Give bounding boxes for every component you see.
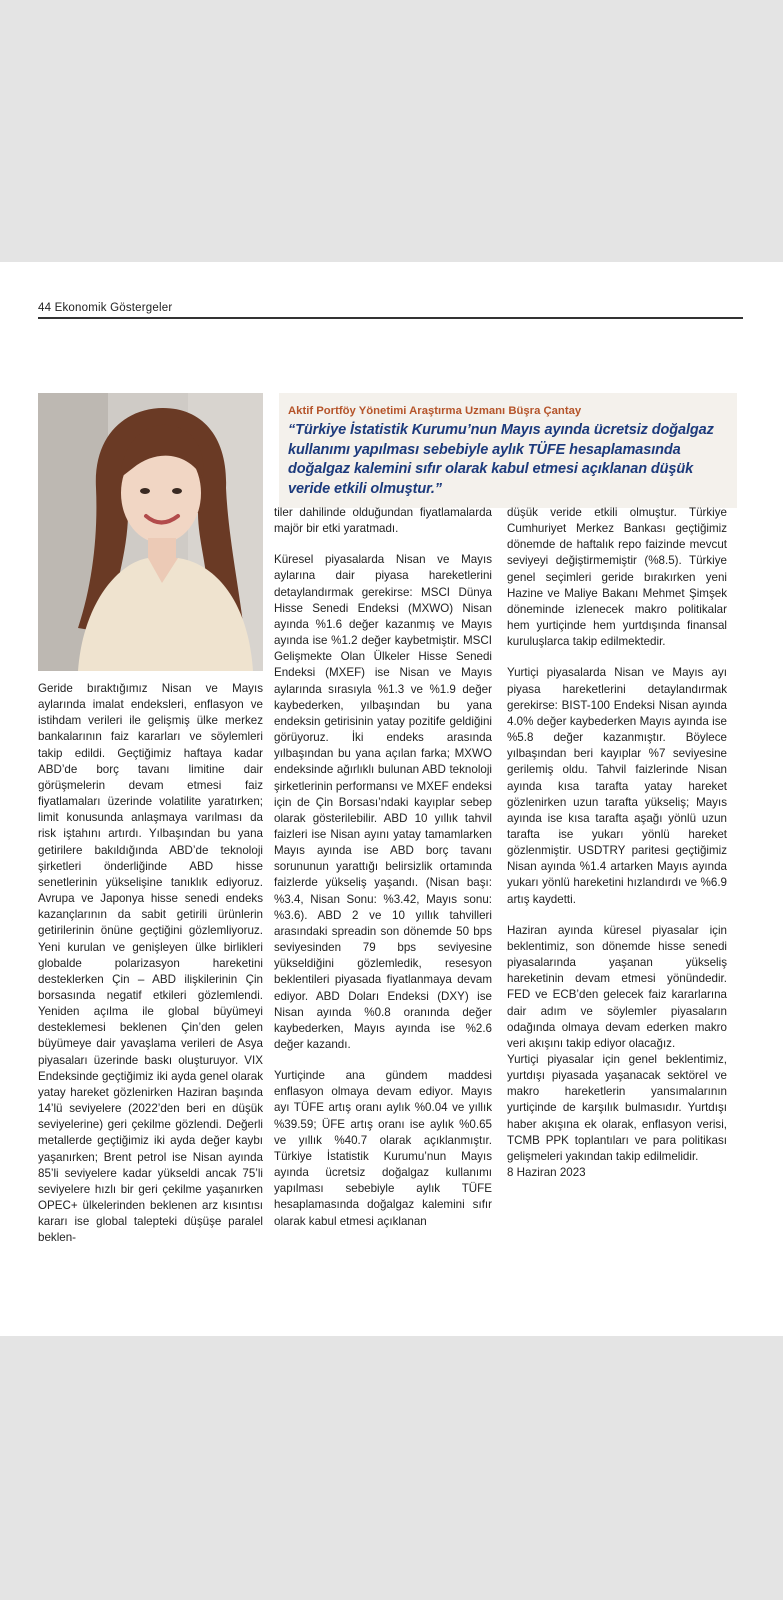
column-1	[38, 681, 263, 1246]
pull-quote	[279, 393, 737, 508]
paragraph: tiler dahilinde olduğundan fiyatlamalarda majör bir etki yaratmadı.	[274, 506, 492, 536]
column-3	[507, 505, 727, 1181]
page-header	[38, 302, 745, 314]
portrait-illustration	[38, 393, 263, 671]
paragraph: Yurtiçinde ana gündem maddesi enflasyon olmaya devam ediyor. Mayıs ayı TÜFE artış oranı aylık %0.04 ve yıllık %39.59; ÜFE artış oranı ise aylık %0.65 ve yıllık %40.7 olarak açıklanmıştır. Türkiye İstatistik Kurumu’nun Mayıs ayında ücretsiz doğalgaz kullanımı yapılması sebebiyle aylık TÜFE hesaplamasında doğalgaz kalemini sıfır olarak kabul etmesi açıklanan	[274, 1069, 492, 1228]
magazine-page	[0, 262, 783, 1336]
section-title: Ekonomik Göstergeler	[54, 302, 173, 314]
quote-author: Aktif Portföy Yönetimi Araştırma Uzmanı Büşra Çantay	[288, 405, 582, 417]
paragraph: Geride bıraktığımız Nisan ve Mayıs aylarında imalat endeksleri, enflasyon ve istihdam verileri ile gelişmiş ülke merkez bankalarının faiz kararları ve söylemleri takip edildi. Geçtiğimiz haftaya kadar ABD’de borç tavanı limitine dair görüşmelerin devam etmesi faiz fiyatlamaları üzerinde volatilite yaratırken; limit konusunda anlaşmaya varılması da risk iştahını artırdı. Yılbaşından bu yana getirilere bakıldığında ABD’de teknoloji şirketleri önderliğinde ABD hisse senetlerinin yükselişine tanıklık ediyoruz. Avrupa ve Japonya hisse senedi endeks kazançlarının da sabit getirili ürünlerin getirilerinin önüne geçtiğini gözlemliyoruz. Yeni kurulan ve genişleyen ülke birlikleri globalde polarizasyon hareketini desteklerken Çin – ABD ilişkilerinin Çin borsasında negatif etkileri gözlemlendi. Yeniden açılma ile global büyümeyi desteklemesi beklenen Çin’den gelen büyümeye dair yavaşlama verileri de Asya piyasaları üzerinde baskı oluşturuyor. VIX Endeksinde geçtiğimiz iki ayda genel olarak yatay hareket gözlenirken Haziran başında 14’lü seviyelere (2022’den beri en düşük seviyelerine) geri çekilme gözlendi. Değerli metallerde geçtiğimiz iki ayda değer kaybı yaşanırken; Brent petrol ise Nisan ayında 85’li seviyelere kadar yükseldi ancak 75’li seviyelere hızlı bir geri çekilme yaşanırken OPEC+ ülkelerinden beklenen arz kısıntısı kararı ise global talepteki düşüşe paralel beklen-	[38, 682, 263, 1245]
column-2	[274, 505, 492, 1230]
page-number: 44	[38, 302, 52, 314]
paragraph: düşük veride etkili olmuştur. Türkiye Cumhuriyet Merkez Bankası geçtiğimiz dönemde de haftalık repo faizinde mevcut seviyeyi değiştirmemiştir (%8.5). Türkiye genel seçimleri geride bırakırken yeni Hazine ve Maliye Bakanı Mehmet Şimşek döneminde izlenecek makro politikalar hem yurtiçinde hem yurtdışında finansal kuruluşlarca takip edilmektedir.	[507, 506, 727, 649]
paragraph: Yurtiçi piyasalarda Nisan ve Mayıs ayı piyasa hareketlerini detaylandırmak gerekirse: BIST-100 Endeksi Nisan ayında 4.0% değer kaybederken Mayıs ayında ise %5.8 değer kazanmıştır. Böylece yılbaşından beri kayıplar %7 seviyesine gerilemiş oldu. Tahvil faizlerinde Nisan ayında kısa tarafta yatay hareket gözlenirken uzun tarafta yükseliş; Mayıs ayında ise kısa tarafta aşağı yönlü uzun tarafta ise yukarı yönlü hareket gözlenmiştir. USDTRY paritesi geçtiğimiz Nisan ayında %1.4 artarken Mayıs ayında yukarı yönlü hareketini hızlandırdı ve %6.9 artış kaydetti.	[507, 666, 727, 906]
paragraph: Haziran ayında küresel piyasalar için beklentimiz, son dönemde hisse senedi piyasalarında yaşanan yükseliş hareketinin devam etmesi yönündedir. FED ve ECB’den gelecek faiz kararlarına dair adım ve söylemler piyasaların odağında olmaya devam ederken makro veri akışını takip ediyor olacağız.	[507, 923, 727, 1050]
paragraph: Küresel piyasalarda Nisan ve Mayıs aylarına dair piyasa hareketlerini detaylandırmak gerekirse: MSCI Dünya Hisse Senedi Endeksi (MXWO) Nisan ayında %1.6 değer kazanmış ve Mayıs ayında ise %1.2 değer kaybetmiştir. MSCI Gelişmekte Olan Ülkeler Hisse Senedi Endeksi (MXEF) ise Nisan ve Mayıs aylarında sırasıyla %1.3 ve %1.9 değer kaybederken, yılbaşından bu yana endeksin getirisinin yatay pozitife geldiğini görüyoruz. İki endeks arasında yılbaşından bu yana açılan farka; MXWO endeksinde ağırlıklı bulunan ABD teknoloji şirketlerinin performansı ve MXEF endeksi için de Çin Borsası’ndaki kayıplar sebep olarak gösterilebilir. ABD 10 yıllık tahvil faizleri ise Nisan ayını yatay tamamlarken Mayıs ayında ise ABD borç tavanı sorununun yarattığı belirsizlik ortamında faizlerde yükseliş yaşandı. (Nisan başı: %3.4, Nisan Sonu: %3.42, Mayıs sonu: %3.6). ABD 2 ve 10 yıllık tahvilleri arasındaki spreadin son dönemde 50 bps seviyesinden 79 bps seviyesine yükseldiğini gözlemledik, resesyon beklentileri piyasada fiyatlanmaya devam ediyor. ABD Doları Endeksi (DXY) ise Nisan ayında %0.8 oranında değer kaybederken, Mayıs ayında ise %2.6 değer kazandı.	[274, 553, 492, 1051]
quote-text: “Türkiye İstatistik Kurumu’nun Mayıs ayında ücretsiz doğalgaz kullanımı yapılması sebebiyle aylık TÜFE hesaplamasında doğalgaz kalemini sıfır olarak kabul etmesi açıklanan düşük veride etkili olmuştur.”	[288, 422, 714, 497]
article-date: 8 Haziran 2023	[507, 1166, 586, 1180]
header-rule	[38, 317, 743, 319]
portrait-photo	[38, 393, 263, 671]
paragraph: Yurtiçi piyasalar için genel beklentimiz, yurtdışı piyasada yaşanacak sektörel ve makro hareketlerin yansımalarının yurtiçinde de karşılık bulmasıdır. Yurtdışı haber akışına ek olarak, enflasyon verisi, TCMB PPK toplantıları ve para politikası gelişmeleri yakından takip edilmelidir.	[507, 1053, 727, 1163]
